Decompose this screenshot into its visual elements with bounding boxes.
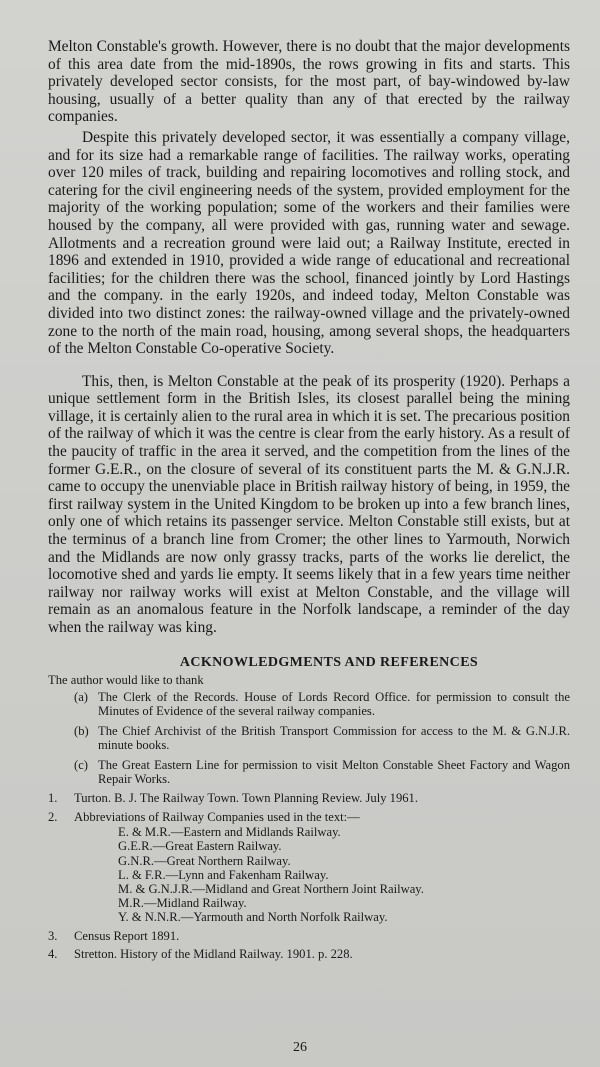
reference-lead: Abbreviations of Railway Companies used in the text:—	[74, 809, 360, 824]
ack-text: The Clerk of the Records. House of Lords Record Office. for permission to consult the Minutes of Evidence of the several railway companies.	[98, 690, 570, 719]
paragraph-3: This, then, is Melton Constable at the peak of its prosperity (1920). Perhaps a unique settlement form in the British Isles, its closest parallel being the mining village, it is certainly alien to the rural area in which it is set. The precarious position of the railway of which it was the centre is clear from the early history. As a result of the paucity of traffic in the area it served, and the competition from the lines of the former G.E.R., on the closure of several of its constituent parts the M. & G.N.J.R. came to occupy the unenviable place in British railway history of being, in 1959, the first railway system in the United Kingdom to be broken up into a few branch lines, only one of which retains its passenger service. Melton Constable still exists, but at the terminus of a branch line from Cromer; the other lines to Yarmouth, Norwich and the Midlands are now only grassy tracks, parts of the works lie derelict, the locomotive shed and yards lie empty. It seems likely that in a few years time neither railway nor railway works will exist at Melton Constable, and the village will remain as an anomalous feature in the Norfolk landscape, a reminder of the day when the railway was king.	[48, 372, 570, 636]
ack-label: (c)	[74, 757, 88, 772]
reference	[48, 810, 570, 925]
page-number: 26	[293, 1040, 307, 1055]
reference	[48, 947, 570, 961]
abbreviation: G.N.R.—Great Northern Railway.	[118, 853, 291, 868]
section-heading: ACKNOWLEDGMENTS AND REFERENCES	[179, 654, 479, 670]
ack-item	[74, 758, 570, 787]
reference-text: Stretton. History of the Midland Railway. 1901. p. 228.	[74, 947, 353, 962]
abbreviation: M.R.—Midland Railway.	[118, 896, 247, 911]
acknowledgments	[48, 673, 570, 962]
reference-text: Turton. B. J. The Railway Town. Town Planning Review. July 1961.	[74, 791, 418, 806]
ack-intro: The author would like to thank	[48, 672, 204, 687]
ack-text: The Chief Archivist of the British Transport Commission for access to the M. & G.N.J.R. minute books.	[98, 723, 570, 753]
paragraph-2: Despite this privately developed sector, it was essentially a company village, and for its size had a remarkable range of facilities. The railway works, operating over 120 miles of track, building and repairing locomotives and rolling stock, and catering for the civil engineering needs of the system, provided employment for the majority of the working population; some of the workers and their families were housed by the company, all were provided with gas, running water and sewage. Allotments and a recreation ground were laid out; a Railway Institute, erected in 1896 and extended in 1910, provided a wide range of educational and recreational facilities; for the children there was the school, financed jointly by Lord Hastings and the company. in the early 1920s, and indeed today, Melton Constable was divided into two distinct zones: the railway-owned village and the privately-owned zone to the north of the main road, housing, among several shops, the headquarters of the Melton Constable Co-operative Society.	[48, 128, 570, 358]
abbreviation: E. & M.R.—Eastern and Midlands Railway.	[118, 825, 341, 840]
ack-text: The Great Eastern Line for permission to visit Melton Constable Sheet Factory and Wagon Repair Works.	[98, 757, 570, 787]
reference-number: 2.	[48, 809, 58, 824]
ack-label: (b)	[74, 723, 89, 738]
reference	[48, 791, 570, 805]
reference-number: 4.	[48, 947, 58, 962]
abbreviation-list	[118, 825, 570, 924]
abbreviation: Y. & N.N.R.—Yarmouth and North Norfolk Railway.	[118, 910, 388, 925]
ack-label: (a)	[74, 690, 88, 704]
paragraph-1: Melton Constable's growth. However, there is no doubt that the major developments of this area date from the mid-1890s, the rows growing in fits and starts. This privately developed sector consists, for the most part, of bay-windowed by-law housing, usually of a better quality than any of that erected by the railway companies.	[48, 38, 570, 126]
abbreviation: L. & F.R.—Lynn and Fakenham Railway.	[118, 867, 329, 882]
reference-number: 3.	[48, 928, 58, 943]
ack-item	[74, 724, 570, 753]
reference-text	[74, 810, 570, 925]
reference-text: Census Report 1891.	[74, 928, 180, 943]
reference	[48, 929, 570, 943]
abbreviation: M. & G.N.J.R.—Midland and Great Northern Joint Railway.	[118, 882, 424, 897]
reference-number: 1.	[48, 791, 58, 806]
body-text	[48, 38, 570, 637]
ack-item	[74, 690, 570, 719]
abbreviation: G.E.R.—Great Eastern Railway.	[118, 839, 282, 854]
